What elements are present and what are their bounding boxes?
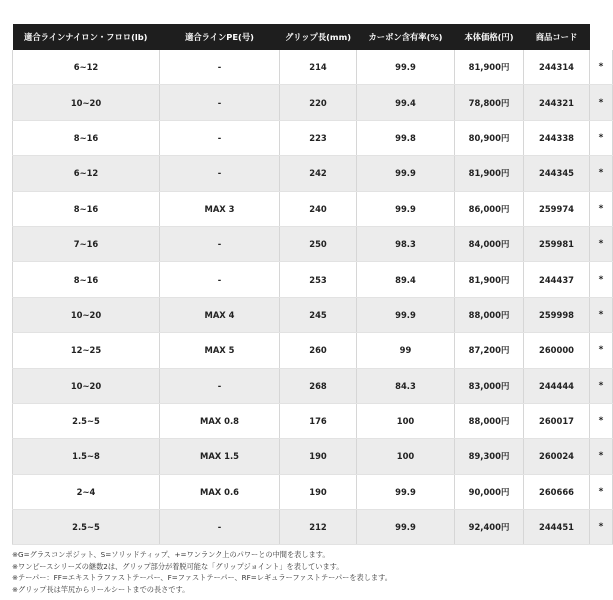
cell-line-nylon-fluoro: 10~20 [13, 297, 160, 332]
cell-price: 87,200円 [455, 333, 524, 368]
table-row [13, 403, 613, 438]
cell-carbon-content: 84.3 [357, 368, 455, 403]
header-col-mark [590, 24, 613, 50]
cell-product-code: 259974 [524, 191, 590, 226]
cell-product-code: 244321 [524, 85, 590, 120]
footnote-line: ※テーパー：FF=エキストラファストテーパー、F=ファストテーパー、RF=レギュラーファストテーパーを表します。 [12, 573, 392, 583]
cell-carbon-content: 99.8 [357, 120, 455, 155]
cell-line-nylon-fluoro: 8~16 [13, 262, 160, 297]
cell-grip-length: 190 [280, 474, 357, 509]
cell-grip-length: 220 [280, 85, 357, 120]
table-header-row [13, 24, 613, 50]
table-row [13, 226, 613, 261]
table-row [13, 297, 613, 332]
table-row [13, 262, 613, 297]
footnote-line: ※G=グラスコンポジット、S=ソリッドティップ、+=ワンランク上のパワーとの中間を表します。 [12, 550, 330, 559]
table-row [13, 510, 613, 545]
cell-line-nylon-fluoro: 7~16 [13, 226, 160, 261]
cell-grip-length: 260 [280, 333, 357, 368]
cell-product-code: 244451 [524, 510, 590, 545]
cell-product-code: 244314 [524, 50, 590, 85]
cell-carbon-content: 99.9 [357, 50, 455, 85]
cell-product-code: 260017 [524, 403, 590, 438]
cell-mark: * [590, 226, 613, 261]
cell-line-nylon-fluoro: 12~25 [13, 333, 160, 368]
cell-grip-length: 190 [280, 439, 357, 474]
table-row [13, 156, 613, 191]
header-col-price: 本体価格(円) [455, 24, 524, 50]
cell-grip-length: 223 [280, 120, 357, 155]
cell-product-code: 244444 [524, 368, 590, 403]
cell-grip-length: 253 [280, 262, 357, 297]
cell-carbon-content: 99.9 [357, 156, 455, 191]
cell-line-nylon-fluoro: 8~16 [13, 120, 160, 155]
cell-carbon-content: 98.3 [357, 226, 455, 261]
cell-mark: * [590, 50, 613, 85]
cell-line-pe: MAX 4 [160, 297, 280, 332]
footnote-line: ※ワンピースシリーズの継数2は、グリップ部分が着脱可能な「グリップジョイント」を表しています。 [12, 561, 344, 571]
cell-line-nylon-fluoro: 10~20 [13, 368, 160, 403]
cell-product-code: 260666 [524, 474, 590, 509]
cell-line-nylon-fluoro: 8~16 [13, 191, 160, 226]
cell-price: 86,000円 [455, 191, 524, 226]
cell-line-pe: - [160, 50, 280, 85]
cell-carbon-content: 99.9 [357, 297, 455, 332]
cell-carbon-content: 100 [357, 439, 455, 474]
cell-grip-length: 240 [280, 191, 357, 226]
cell-price: 81,900円 [455, 50, 524, 85]
cell-line-pe: - [160, 85, 280, 120]
cell-mark: * [590, 474, 613, 509]
cell-mark: * [590, 191, 613, 226]
cell-price: 88,000円 [455, 297, 524, 332]
cell-carbon-content: 99.9 [357, 510, 455, 545]
cell-product-code: 259998 [524, 297, 590, 332]
cell-grip-length: 176 [280, 403, 357, 438]
cell-line-nylon-fluoro: 6~12 [13, 156, 160, 191]
cell-line-pe: MAX 1.5 [160, 439, 280, 474]
cell-price: 80,900円 [455, 120, 524, 155]
header-col-product-code: 商品コード [524, 24, 590, 50]
cell-grip-length: 212 [280, 510, 357, 545]
header-col-line-nylon-fluoro: 適合ラインナイロン・フロロ(lb) [13, 24, 160, 50]
cell-price: 83,000円 [455, 368, 524, 403]
cell-carbon-content: 100 [357, 403, 455, 438]
cell-product-code: 244345 [524, 156, 590, 191]
cell-line-pe: MAX 0.6 [160, 474, 280, 509]
spec-table-container [12, 24, 604, 545]
cell-line-pe: - [160, 262, 280, 297]
cell-line-nylon-fluoro: 2.5~5 [13, 510, 160, 545]
cell-grip-length: 268 [280, 368, 357, 403]
cell-mark: * [590, 439, 613, 474]
cell-price: 92,400円 [455, 510, 524, 545]
cell-mark: * [590, 85, 613, 120]
cell-price: 90,000円 [455, 474, 524, 509]
cell-price: 88,000円 [455, 403, 524, 438]
cell-product-code: 244338 [524, 120, 590, 155]
header-col-line-pe: 適合ラインPE(号) [160, 24, 280, 50]
table-body [13, 50, 613, 545]
cell-price: 89,300円 [455, 439, 524, 474]
table-row [13, 333, 613, 368]
cell-mark: * [590, 403, 613, 438]
cell-carbon-content: 99.9 [357, 191, 455, 226]
cell-price: 78,800円 [455, 85, 524, 120]
cell-line-pe: MAX 5 [160, 333, 280, 368]
cell-mark: * [590, 156, 613, 191]
table-row [13, 439, 613, 474]
cell-mark: * [590, 297, 613, 332]
cell-line-nylon-fluoro: 10~20 [13, 85, 160, 120]
cell-line-nylon-fluoro: 6~12 [13, 50, 160, 85]
cell-line-pe: MAX 0.8 [160, 403, 280, 438]
cell-line-pe: - [160, 226, 280, 261]
cell-carbon-content: 89.4 [357, 262, 455, 297]
cell-product-code: 244437 [524, 262, 590, 297]
cell-product-code: 260024 [524, 439, 590, 474]
cell-mark: * [590, 262, 613, 297]
cell-grip-length: 250 [280, 226, 357, 261]
cell-line-pe: - [160, 368, 280, 403]
cell-product-code: 259981 [524, 226, 590, 261]
cell-mark: * [590, 368, 613, 403]
cell-line-pe: - [160, 120, 280, 155]
table-row [13, 368, 613, 403]
cell-mark: * [590, 510, 613, 545]
footnotes [12, 549, 592, 595]
cell-line-nylon-fluoro: 2~4 [13, 474, 160, 509]
cell-grip-length: 214 [280, 50, 357, 85]
footnote-line: ※グリップ長は竿尻からリールシートまでの長さです。 [12, 584, 190, 594]
header-col-carbon-content: カーボン含有率(%) [357, 24, 455, 50]
cell-grip-length: 245 [280, 297, 357, 332]
cell-price: 81,900円 [455, 156, 524, 191]
cell-line-pe: MAX 3 [160, 191, 280, 226]
table-row [13, 474, 613, 509]
cell-grip-length: 242 [280, 156, 357, 191]
cell-carbon-content: 99.4 [357, 85, 455, 120]
cell-carbon-content: 99 [357, 333, 455, 368]
table-row [13, 191, 613, 226]
table-row [13, 50, 613, 85]
cell-carbon-content: 99.9 [357, 474, 455, 509]
header-col-grip-length: グリップ長(mm) [280, 24, 357, 50]
cell-mark: * [590, 333, 613, 368]
cell-line-pe: - [160, 510, 280, 545]
cell-line-nylon-fluoro: 2.5~5 [13, 403, 160, 438]
cell-mark: * [590, 120, 613, 155]
cell-line-nylon-fluoro: 1.5~8 [13, 439, 160, 474]
table-row [13, 120, 613, 155]
spec-table [12, 24, 613, 545]
cell-price: 84,000円 [455, 226, 524, 261]
cell-price: 81,900円 [455, 262, 524, 297]
cell-line-pe: - [160, 156, 280, 191]
table-row [13, 85, 613, 120]
cell-product-code: 260000 [524, 333, 590, 368]
